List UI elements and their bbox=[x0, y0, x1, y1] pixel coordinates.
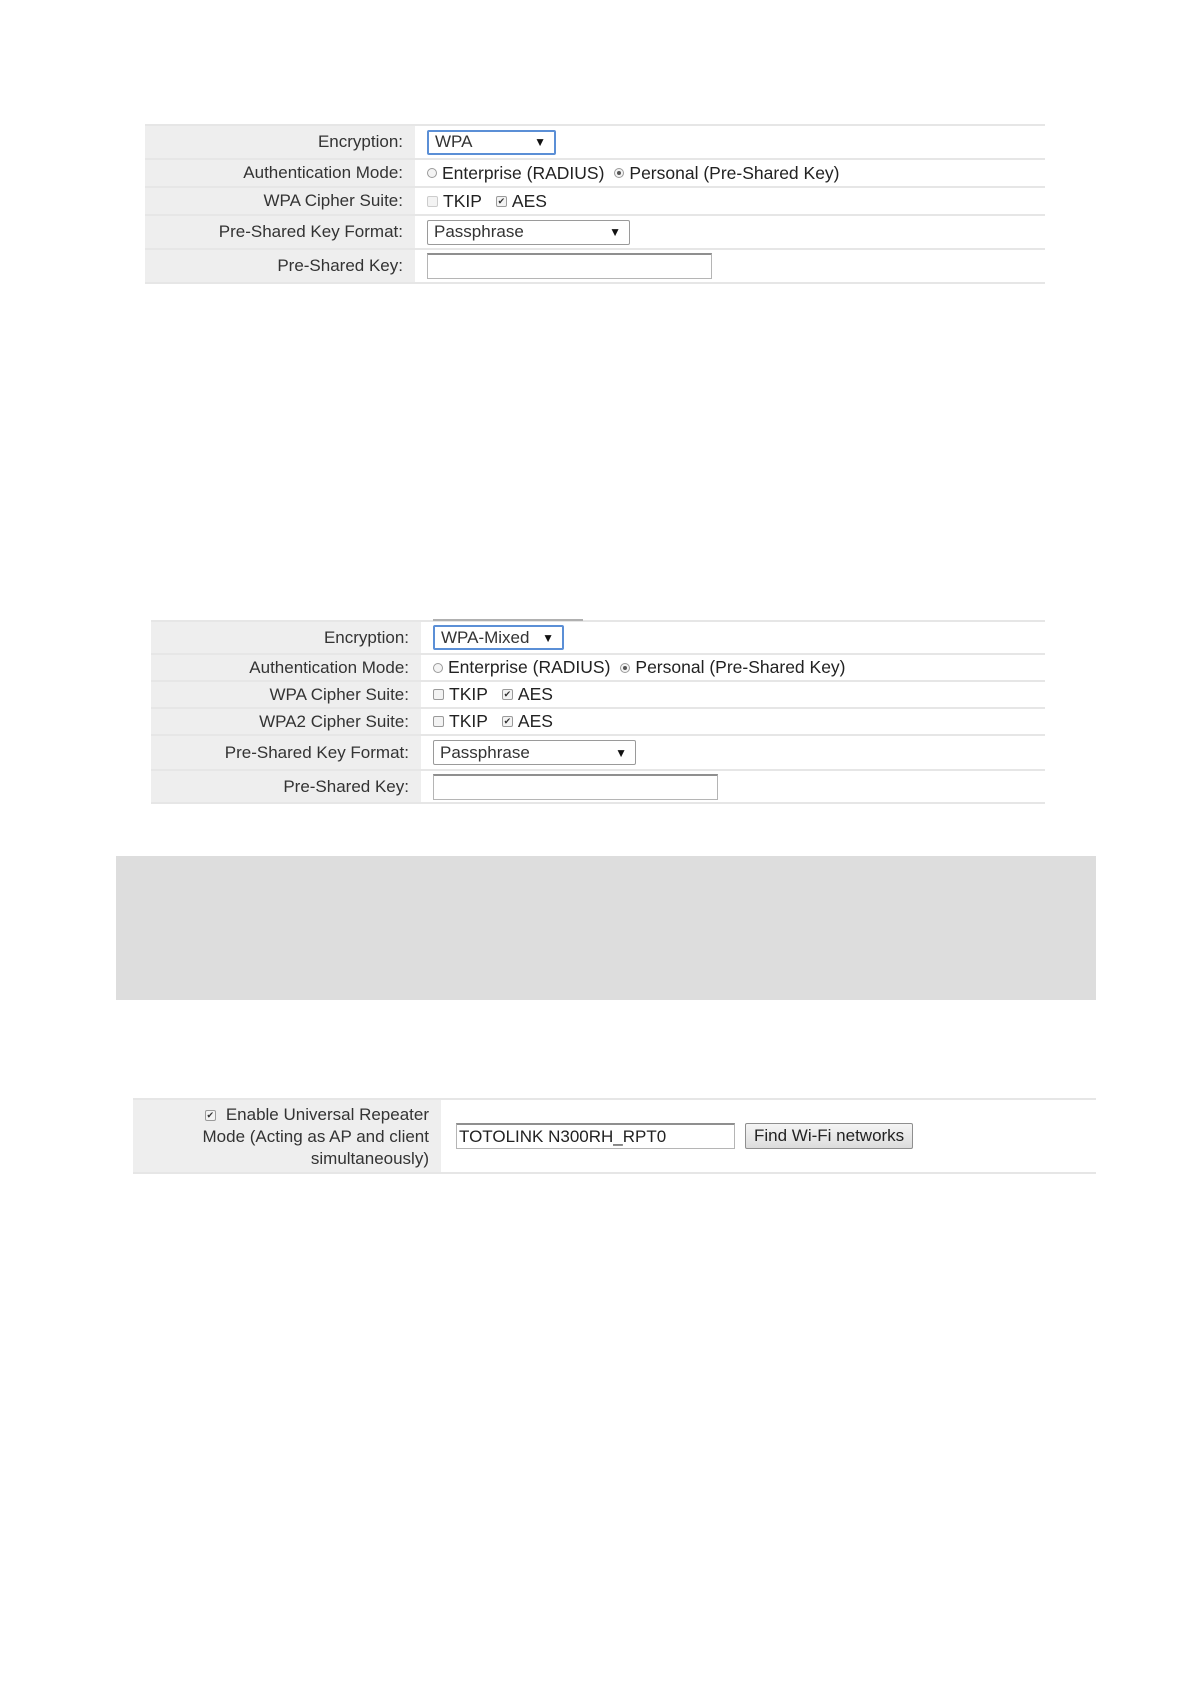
encryption-select-value: WPA-Mixed bbox=[441, 627, 530, 647]
dropdown-arrow-icon: ▼ bbox=[609, 225, 621, 239]
psk-label: Pre-Shared Key: bbox=[145, 250, 415, 282]
wpa-mixed-settings-panel bbox=[151, 620, 1045, 804]
aes-label: AES bbox=[517, 684, 553, 704]
encryption-label: Encryption: bbox=[151, 622, 421, 653]
wpa2-aes-checkbox[interactable]: ✔ bbox=[503, 716, 512, 726]
enterprise-radio-label: Enterprise (RADIUS) bbox=[448, 657, 611, 677]
enterprise-radio[interactable] bbox=[433, 663, 443, 673]
gray-panel bbox=[116, 856, 1096, 1000]
repeater-label-line2: Mode (Acting as AP and client bbox=[202, 1127, 429, 1146]
dropdown-arrow-icon: ▼ bbox=[534, 135, 546, 149]
encryption-select-value: WPA bbox=[435, 132, 473, 151]
tkip-label: TKIP bbox=[449, 684, 488, 704]
auth-mode-label: Authentication Mode: bbox=[151, 655, 421, 680]
wpa-cipher-row bbox=[151, 682, 1045, 709]
wpa-cipher-label: WPA Cipher Suite: bbox=[145, 188, 415, 214]
psk-input[interactable] bbox=[433, 774, 718, 800]
psk-input[interactable] bbox=[427, 253, 712, 279]
encryption-row bbox=[145, 124, 1045, 160]
auth-mode-row bbox=[145, 160, 1045, 188]
psk-format-label: Pre-Shared Key Format: bbox=[151, 736, 421, 769]
aes-checkbox[interactable]: ✔ bbox=[497, 195, 506, 206]
psk-format-select[interactable] bbox=[433, 740, 636, 765]
encryption-select[interactable] bbox=[433, 625, 564, 650]
wpa-cipher-label: WPA Cipher Suite: bbox=[151, 682, 421, 707]
wpa2-aes-label: AES bbox=[517, 711, 553, 731]
dropdown-arrow-icon: ▼ bbox=[542, 630, 554, 645]
find-wifi-networks-button[interactable]: Find Wi-Fi networks bbox=[745, 1123, 913, 1149]
repeater-label-line3: simultaneously) bbox=[310, 1149, 429, 1168]
personal-radio[interactable] bbox=[614, 168, 624, 178]
personal-radio-label: Personal (Pre-Shared Key) bbox=[635, 657, 846, 677]
encryption-row bbox=[151, 620, 1045, 655]
repeater-checkbox[interactable]: ✔ bbox=[206, 1109, 215, 1120]
repeater-label-cell bbox=[133, 1100, 441, 1172]
dropdown-arrow-icon: ▼ bbox=[615, 745, 627, 760]
wpa2-tkip-label: TKIP bbox=[449, 711, 488, 731]
aes-checkbox[interactable]: ✔ bbox=[503, 689, 512, 699]
psk-format-select[interactable] bbox=[427, 220, 630, 245]
tkip-label: TKIP bbox=[443, 190, 482, 211]
repeater-value-cell bbox=[441, 1100, 1096, 1172]
encryption-select[interactable] bbox=[427, 130, 556, 155]
previous-field-fragment bbox=[433, 616, 583, 621]
psk-format-label: Pre-Shared Key Format: bbox=[145, 216, 415, 248]
wpa-cipher-row bbox=[145, 188, 1045, 216]
auth-mode-row bbox=[151, 655, 1045, 682]
wpa-settings-panel bbox=[145, 124, 1045, 284]
tkip-checkbox[interactable] bbox=[427, 196, 438, 207]
psk-row bbox=[151, 771, 1045, 804]
psk-label: Pre-Shared Key: bbox=[151, 771, 421, 802]
wpa2-tkip-checkbox[interactable] bbox=[433, 716, 444, 727]
psk-format-row bbox=[151, 736, 1045, 771]
aes-label: AES bbox=[511, 190, 547, 211]
enterprise-radio[interactable] bbox=[427, 168, 437, 178]
psk-format-row bbox=[145, 216, 1045, 250]
personal-radio-label: Personal (Pre-Shared Key) bbox=[629, 162, 840, 183]
psk-format-select-value: Passphrase bbox=[440, 742, 530, 762]
repeater-panel bbox=[133, 1098, 1096, 1174]
wpa2-cipher-label: WPA2 Cipher Suite: bbox=[151, 709, 421, 734]
psk-format-select-value: Passphrase bbox=[434, 222, 524, 241]
tkip-checkbox[interactable] bbox=[433, 689, 444, 700]
wpa2-cipher-row bbox=[151, 709, 1045, 736]
psk-row bbox=[145, 250, 1045, 284]
encryption-label: Encryption: bbox=[145, 126, 415, 158]
ssid-input[interactable]: TOTOLINK N300RH_RPT0 bbox=[456, 1123, 735, 1149]
auth-mode-label: Authentication Mode: bbox=[145, 160, 415, 186]
repeater-label-line1: Enable Universal Repeater bbox=[225, 1105, 429, 1124]
personal-radio[interactable] bbox=[620, 663, 630, 673]
enterprise-radio-label: Enterprise (RADIUS) bbox=[442, 162, 605, 183]
